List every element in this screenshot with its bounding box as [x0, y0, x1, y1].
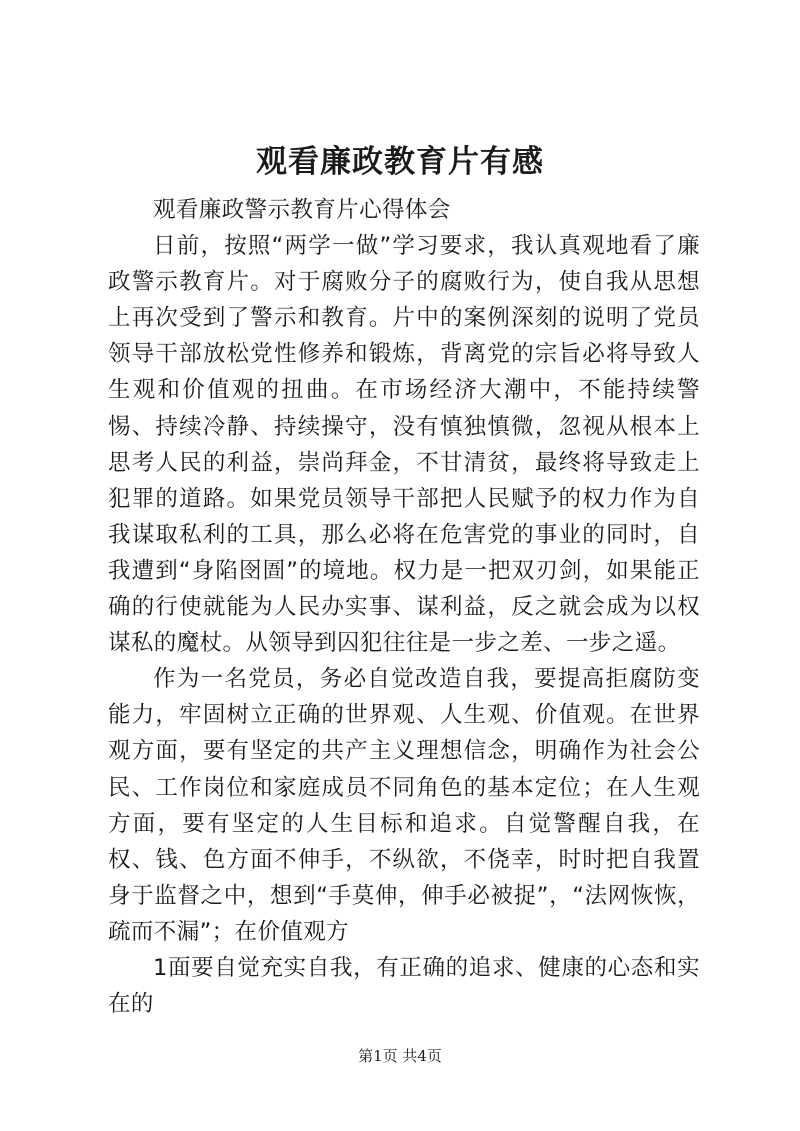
- paragraph: 1面要自觉充实自我，有正确的追求、健康的心态和实在的: [108, 954, 700, 1018]
- page-footer: 第1页 共4页: [358, 1047, 442, 1065]
- paragraph: 日前，按照“两学一做”学习要求，我认真观地看了廉政警示教育片。对于腐败分子的腐败行为，使自我从思想上再次受到了警示和教育。片中的案例深刻的说明了党员领导干部放松党性修养和锻炼，背离党的宗旨必将导致人生观和价值观的扭曲。在市场经济大潮中，不能持续警惕、持续冷静、持续操守，没有慎独慎微，忽视从根本上思考人民的利益，崇尚拜金，不甘清贫，最终将导致走上犯罪的道路。如果党员领导干部把人民赋予的权力作为自我谋取私利的工具，那么必将在危害党的事业的同时，自我遭到“身陷囹圄”的境地。权力是一把双刃剑，如果能正确的行使就能为人民办实事、谋利益，反之就会成为以权谋私的魔杖。从领导到囚犯往往是一步之差、一步之遥。: [108, 233, 700, 657]
- paragraph-subtitle: 观看廉政警示教育片心得体会: [153, 197, 451, 223]
- document-title: 观看廉政教育片有感: [256, 144, 544, 180]
- document-body: [108, 192, 700, 1022]
- paragraph: 作为一名党员，务必自觉改造自我，要提高拒腐防变能力，牢固树立正确的世界观、人生观、价值观。在世界观方面，要有坚定的共产主义理想信念，明确作为社会公民、工作岗位和家庭成员不同角色的基本定位；在人生观方面，要有坚定的人生目标和追求。自觉警醒自我，在权、钱、色方面不伸手，不纵欲，不侥幸，时时把自我置身于监督之中，想到“手莫伸，伸手必被捉”，“法网恢恢，疏而不漏”；在价值观方: [108, 666, 700, 945]
